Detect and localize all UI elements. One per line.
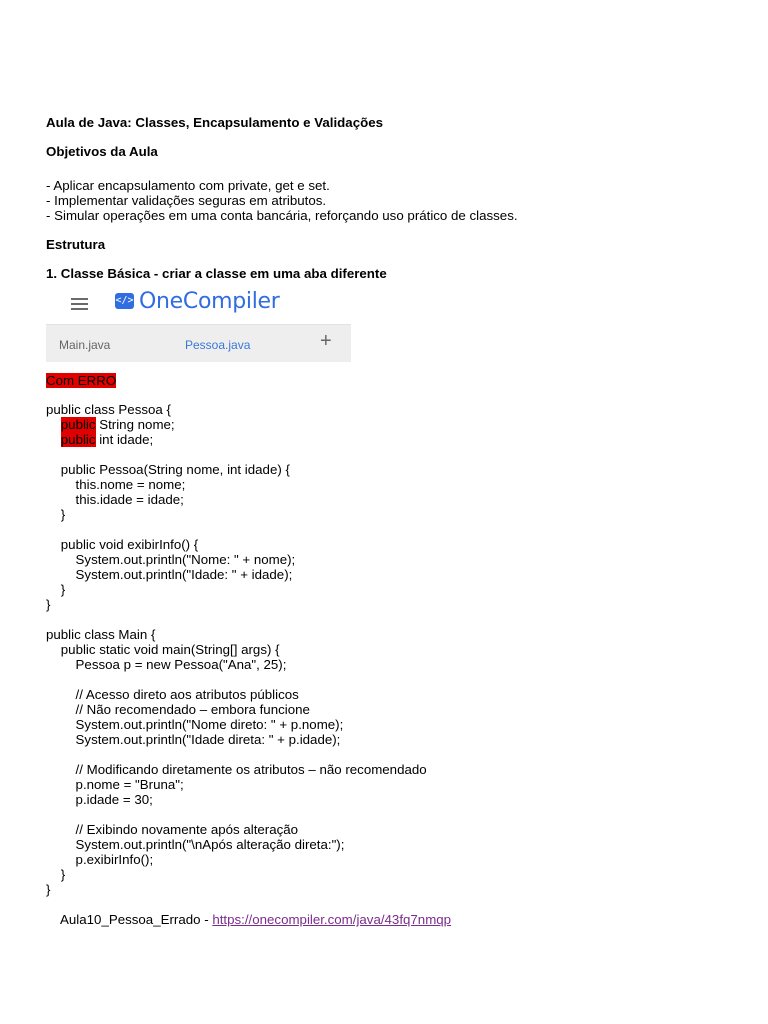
objectives-heading: Objetivos da Aula (46, 144, 158, 159)
screenshot-header (46, 288, 351, 324)
code-line: Pessoa p = new Pessoa("Ana", 25); (46, 657, 287, 672)
code-line: // Não recomendado – embora funcione (46, 702, 310, 717)
document-page (46, 115, 736, 927)
code-line (46, 807, 736, 822)
code-line: } (46, 597, 51, 612)
code-line: p.nome = "Bruna"; (46, 777, 184, 792)
code-line: public static void main(String[] args) { (46, 642, 280, 657)
section1-heading: 1. Classe Básica - criar a classe em uma aba diferente (46, 266, 387, 281)
code-line: this.idade = idade; (46, 492, 184, 507)
code-line (46, 747, 736, 762)
objective-item: - Aplicar encapsulamento com private, get e set. (46, 178, 330, 193)
code-line (46, 672, 736, 687)
objective-item: - Implementar validações seguras em atributos. (46, 193, 327, 208)
code-line: public Pessoa(String nome, int idade) { (46, 462, 290, 477)
highlighted-keyword: public (60, 417, 96, 432)
code-line: System.out.println("Idade direta: " + p.idade); (46, 732, 341, 747)
code-line: public int idade; (60, 432, 154, 447)
code-line: } (46, 582, 66, 597)
code-line: public class Main { (46, 627, 156, 642)
code-line: } (46, 867, 66, 882)
code-line: // Acesso direto aos atributos públicos (46, 687, 299, 702)
code-line (46, 522, 736, 537)
code-line (46, 447, 736, 462)
code-line: System.out.println("Nome: " + nome); (46, 552, 296, 567)
tab-main-java: Main.java (59, 338, 111, 352)
onecompiler-logo: OneCompiler (139, 289, 280, 314)
onecompiler-screenshot (46, 288, 351, 362)
plus-icon: + (320, 330, 332, 352)
link-line (46, 897, 736, 927)
highlighted-keyword: public (60, 432, 96, 447)
code-line: System.out.println("\nApós alteração direta:"); (46, 837, 345, 852)
code-line: // Exibindo novamente após alteração (46, 822, 299, 837)
tab-pessoa-java: Pessoa.java (185, 338, 251, 352)
code-line: p.idade = 30; (46, 792, 153, 807)
code-line: System.out.println("Idade: " + idade); (46, 567, 293, 582)
code-line: public void exibirInfo() { (46, 537, 199, 552)
code-line: } (46, 507, 66, 522)
code-brackets-icon: </> (115, 293, 134, 309)
screenshot-tab-bar (46, 324, 351, 362)
link-prefix: Aula10_Pessoa_Errado - (60, 912, 213, 927)
structure-heading: Estrutura (46, 237, 106, 252)
page-title: Aula de Java: Classes, Encapsulamento e Validações (46, 115, 384, 130)
code-line: this.nome = nome; (46, 477, 186, 492)
error-label: Com ERRO (46, 373, 117, 388)
code-line: public String nome; (60, 417, 175, 432)
code-block (46, 402, 736, 897)
code-line: // Modificando diretamente os atributos – não recomendado (46, 762, 427, 777)
hamburger-menu-icon (71, 298, 88, 311)
objective-item: - Simular operações em uma conta bancária, reforçando uso prático de classes. (46, 208, 518, 223)
code-line: public class Pessoa { (46, 402, 171, 417)
code-line: p.exibirInfo(); (46, 852, 154, 867)
code-line: System.out.println("Nome direto: " + p.nome); (46, 717, 344, 732)
code-line: } (46, 882, 51, 897)
onecompiler-link[interactable]: https://onecompiler.com/java/43fq7nmqp (212, 912, 452, 927)
code-line (46, 612, 736, 627)
